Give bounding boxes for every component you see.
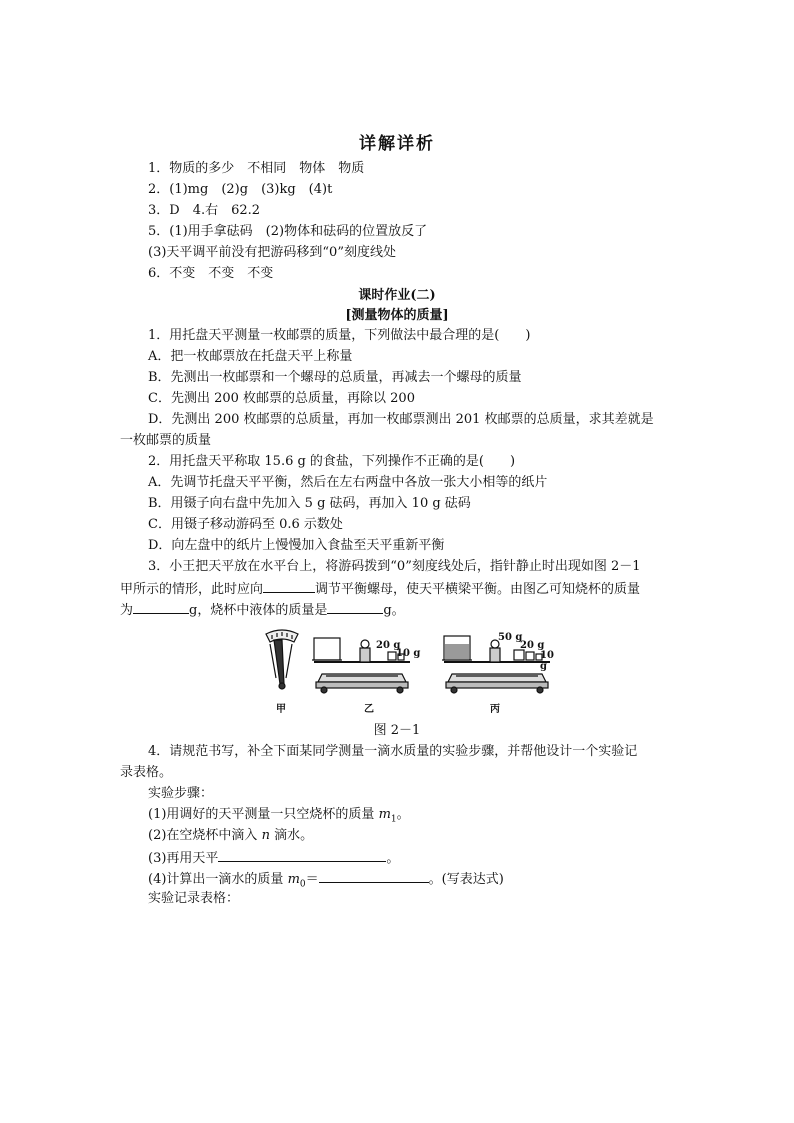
weight-label-bing-10g: 10 g [540, 650, 554, 672]
weight-label-yi-10g: 10 g [396, 648, 421, 659]
answer-5-cont: (3)天平调平前没有把游码移到“0”刻度线处 [148, 245, 396, 260]
section-heading: 课时作业(二) [358, 288, 436, 303]
question-1-option-a: A．把一枚邮票放在托盘天平上称量 [148, 349, 353, 364]
step-4-end: 。(写表达式) [428, 872, 504, 887]
step-4-equals: ＝ [305, 872, 319, 887]
step-2-text: (2)在空烧杯中滴入 [148, 828, 262, 843]
answer-blank-direction[interactable] [263, 580, 315, 593]
weight-label-yi-20g: 20 g [376, 640, 401, 651]
question-3-text-a: 甲所示的情形，此时应向 [120, 582, 264, 597]
question-4-line-2: 录表格。 [120, 765, 173, 780]
answer-2: 2．(1)mg (2)g (3)kg (4)t [148, 182, 333, 197]
step-4-variable: m [287, 872, 300, 887]
question-3-line-3 [120, 601, 405, 619]
question-1-option-b: B．先测出一枚邮票和一个螺母的总质量，再减去一个螺母的质量 [148, 370, 522, 385]
step-3-end: 。 [386, 851, 400, 866]
step-1-subscript: 1 [390, 814, 397, 825]
step-3-text: (3)再用天平 [148, 851, 219, 866]
figure-label-bing: 丙 [490, 704, 500, 715]
weight-label-bing-50g: 50 g [498, 632, 523, 643]
answer-blank-step-3[interactable] [218, 849, 386, 862]
step-2-end: 滴水。 [269, 828, 314, 843]
answer-3-4: 3．D 4.右 62.2 [148, 203, 261, 218]
question-2-option-c: C．用镊子移动游码至 0.6 示数处 [148, 517, 343, 532]
steps-label: 实验步骤： [148, 786, 214, 801]
answer-1: 1．物质的多少 不相同 物体 物质 [148, 161, 365, 176]
answer-6: 6．不变 不变 不变 [148, 266, 274, 281]
step-1-variable: m [378, 807, 391, 822]
question-1-stem: 1．用托盘天平测量一枚邮票的质量，下列做法中最合理的是( ) [148, 328, 531, 343]
pointer-scale-drawing [266, 630, 298, 689]
step-4-subscript: 0 [299, 879, 306, 890]
step-2 [148, 828, 313, 844]
table-label: 实验记录表格： [148, 891, 240, 906]
question-3-text-b: 调节平衡螺母，使天平横梁平衡。由图乙可知烧杯的质量 [315, 582, 641, 597]
step-4-text: (4)计算出一滴水的质量 [148, 872, 288, 887]
question-4-line-1: 4．请规范书写，补全下面某同学测量一滴水质量的实验步骤，并帮他设计一个实验记 [148, 744, 638, 759]
question-2-option-a: A．先调节托盘天平平衡，然后在左右两盘中各放一张大小相等的纸片 [148, 475, 548, 490]
step-1-text: (1)用调好的天平测量一只空烧杯的质量 [148, 807, 379, 822]
step-4 [148, 870, 504, 893]
question-3-line-2 [120, 580, 640, 598]
question-1-option-d: D．先测出 200 枚邮票的总质量，再加一枚邮票测出 201 枚邮票的总质量，求其差就是 [148, 412, 654, 427]
answer-blank-beaker-mass[interactable] [133, 601, 189, 614]
figure-2-1 [262, 626, 562, 716]
question-3-text-d: g，烧杯中液体的质量是 [189, 603, 328, 618]
step-1 [148, 807, 410, 828]
step-1-end: 。 [396, 807, 410, 822]
question-3-text-c: 为 [120, 603, 134, 618]
question-2-stem: 2．用托盘天平称取 15.6 g 的食盐，下列操作不正确的是( ) [148, 454, 516, 469]
question-3-text-e: g。 [383, 603, 405, 618]
step-2-variable: n [261, 828, 270, 843]
page-title: 详解详析 [359, 134, 435, 154]
question-2-option-d: D．向左盘中的纸片上慢慢加入食盐至天平重新平衡 [148, 538, 445, 553]
answer-blank-step-4[interactable] [319, 870, 429, 883]
question-2-option-b: B．用镊子向右盘中先加入 5 g 砝码，再加入 10 g 砝码 [148, 496, 471, 511]
answer-5: 5．(1)用手拿砝码 (2)物体和砝码的位置放反了 [148, 224, 428, 239]
step-3 [148, 849, 399, 867]
question-3-line-1: 3．小王把天平放在水平台上，将游码拨到“0”刻度线处后，指针静止时出现如图 2－1 [148, 559, 641, 574]
figure-label-yi: 乙 [364, 704, 374, 715]
answer-blank-liquid-mass[interactable] [327, 601, 383, 614]
figure-caption: 图 2－1 [373, 723, 421, 738]
figure-label-jia: 甲 [276, 704, 286, 715]
question-1-option-c: C．先测出 200 枚邮票的总质量，再除以 200 [148, 391, 415, 406]
weight-label-bing-20g: 20 g [520, 640, 545, 651]
section-subheading: [测量物体的质量] [345, 308, 449, 323]
question-1-option-d-cont: 一枚邮票的质量 [120, 433, 212, 448]
